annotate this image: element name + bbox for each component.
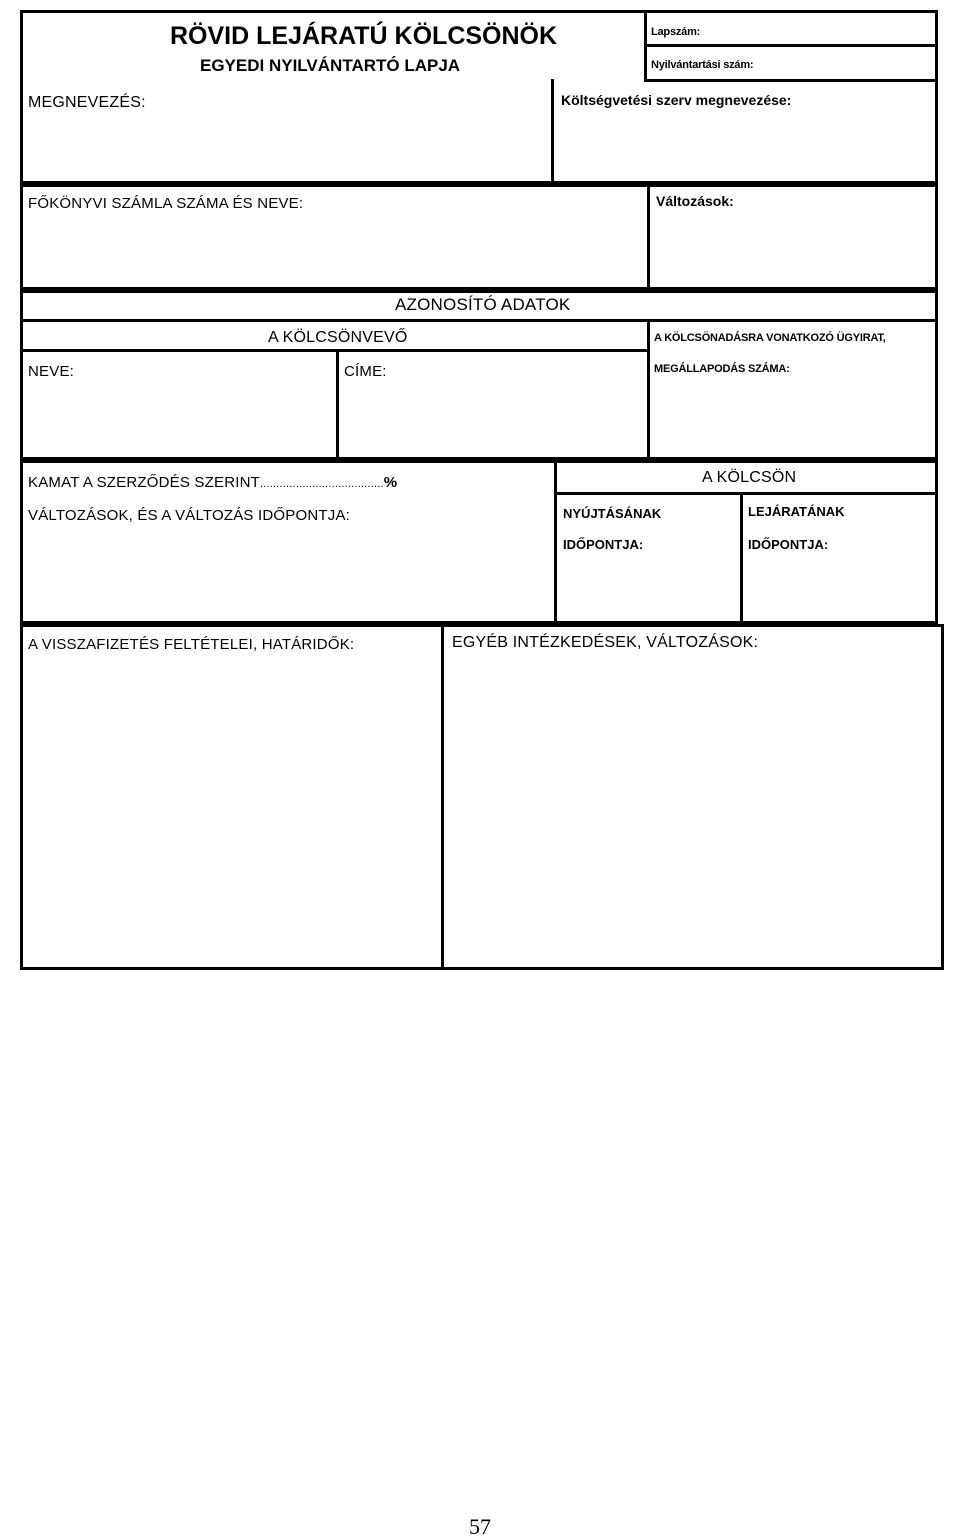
repayment-vertical-divider xyxy=(441,624,444,970)
loan-dates-divider xyxy=(740,492,743,624)
lejarat-label-line2: IDŐPONTJA: xyxy=(748,537,829,552)
fokonyvi-szamla-label: FŐKÖNYVI SZÁMLA SZÁMA ÉS NEVE: xyxy=(28,195,304,212)
koltsegvetesi-szerv-label: Költségvetési szerv megnevezése: xyxy=(561,92,792,108)
identity-vertical-divider-right xyxy=(647,319,650,460)
ugyirat-label-line1: A KÖLCSÖNADÁSRA VONATKOZÓ ÜGYIRAT, xyxy=(654,332,886,344)
nyujtas-label-line1: NYÚJTÁSÁNAK xyxy=(563,506,662,521)
loan-title-underline xyxy=(554,492,938,495)
borrower-title-underline xyxy=(20,349,650,352)
identity-section-title: AZONOSÍTÓ ADATOK xyxy=(395,295,571,314)
ledger-valtozasok-label: Változások: xyxy=(656,193,734,209)
ledger-vertical-divider xyxy=(647,184,650,290)
megnevezes-label: MEGNEVEZÉS: xyxy=(28,94,146,111)
cime-label: CÍME: xyxy=(344,363,387,380)
kamat-dots: ...................................... xyxy=(260,478,384,490)
visszafizetes-label: A VISSZAFIZETÉS FELTÉTELEI, HATÁRIDŐK: xyxy=(28,636,355,653)
identity-section xyxy=(20,290,938,460)
egyeb-intezkedesek-label: EGYÉB INTÉZKEDÉSEK, VÁLTOZÁSOK: xyxy=(452,634,759,651)
kamat-valtozasok-label: VÁLTOZÁSOK, ÉS A VÁLTOZÁS IDŐPONTJA: xyxy=(28,507,351,524)
percent-sign: % xyxy=(383,474,398,491)
nyilvantartasi-row-divider xyxy=(644,79,938,82)
kamat-label-row xyxy=(28,475,397,490)
repayment-section xyxy=(20,624,944,970)
form-subtitle: EGYEDI NYILVÁNTARTÓ LAPJA xyxy=(200,56,461,75)
identity-title-underline xyxy=(20,319,938,322)
loan-title: A KÖLCSÖN xyxy=(702,469,797,486)
neve-label: NEVE: xyxy=(28,363,75,380)
lapszam-row-divider xyxy=(644,44,938,47)
lapszam-label: Lapszám: xyxy=(651,26,701,38)
interest-vertical-divider xyxy=(554,460,557,624)
lejarat-label-line1: LEJÁRATÁNAK xyxy=(748,504,845,519)
ugyirat-label-line2: MEGÁLLAPODÁS SZÁMA: xyxy=(654,363,790,375)
koltsegvetesi-vertical-divider xyxy=(551,79,554,184)
borrower-title: A KÖLCSÖNVEVŐ xyxy=(268,329,408,346)
page-number: 57 xyxy=(469,1514,491,1539)
form-title: RÖVID LEJÁRATÚ KÖLCSÖNÖK xyxy=(170,22,558,50)
nyujtas-label-line2: IDŐPONTJA: xyxy=(563,537,644,552)
nyilvantartasi-szam-label: Nyilvántartási szám: xyxy=(651,59,754,71)
kamat-label: KAMAT A SZERZŐDÉS SZERINT xyxy=(28,474,260,491)
identity-vertical-divider-left xyxy=(336,349,339,460)
